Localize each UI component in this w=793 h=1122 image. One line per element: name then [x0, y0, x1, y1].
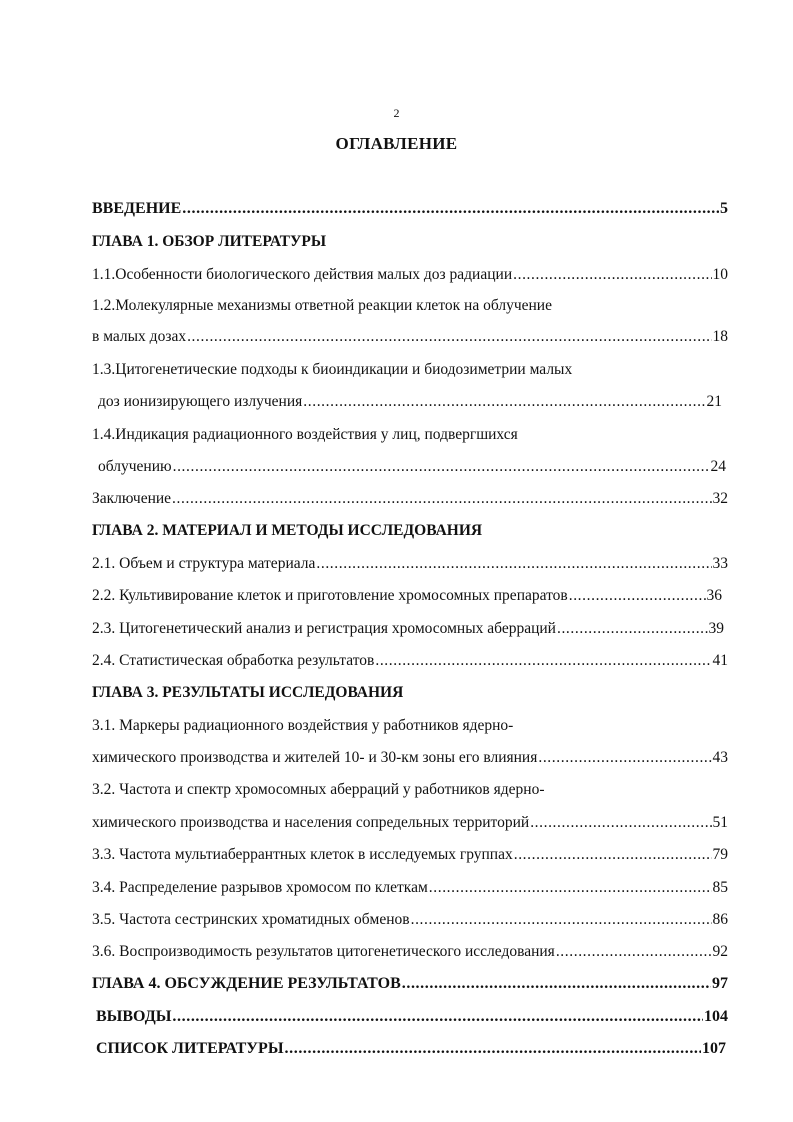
toc-entry-label: 3.6. Воспроизводимость результатов цитогенетического исследования: [92, 943, 555, 960]
dot-leader: [375, 648, 711, 674]
toc-entry-number: 1.2.: [92, 297, 116, 314]
toc-chapter-3-heading[interactable]: ГЛАВА 3. РЕЗУЛЬТАТЫ ИССЛЕДОВАНИЯ: [92, 684, 404, 701]
toc-entry-label: ГЛАВА 4. ОБСУЖДЕНИЕ РЕЗУЛЬТАТОВ: [92, 975, 401, 992]
dot-leader: [530, 810, 711, 836]
toc-entry-1-3-cont[interactable]: [98, 389, 722, 415]
toc-entry-1-2[interactable]: [92, 293, 552, 319]
toc-entry-conclusion[interactable]: [92, 486, 728, 512]
dot-leader: [182, 196, 719, 222]
toc-entry-page: 39: [708, 620, 724, 637]
toc-entry-page: 18: [712, 328, 728, 345]
dot-leader: [187, 324, 711, 350]
dot-leader: [303, 389, 705, 415]
toc-entry-page: 33: [712, 555, 728, 572]
toc-entry-page: 43: [712, 749, 728, 766]
toc-entry-label: Индикация радиационного воздействия у лиц, подвергшихся: [115, 426, 518, 443]
dot-leader: [402, 971, 711, 997]
toc-entry-label: химического производства и населения сопредельных территорий: [92, 814, 530, 831]
toc-entry-3-4[interactable]: [92, 875, 728, 901]
toc-entry-label: доз ионизирующего излучения: [98, 393, 303, 410]
dot-leader: [569, 583, 706, 609]
dot-leader: [316, 551, 711, 577]
dot-leader: [411, 907, 712, 933]
toc-entry-2-2[interactable]: [92, 583, 722, 609]
dot-leader: [172, 486, 711, 512]
toc-entry-label: 2.1. Объем и структура материала: [92, 555, 316, 572]
toc-entry-label: 2.2. Культивирование клеток и приготовление хромосомных препаратов: [92, 587, 568, 604]
toc-entry-2-3[interactable]: [92, 616, 724, 642]
toc-entry-1-3[interactable]: [92, 357, 572, 383]
toc-chapter-2-heading[interactable]: ГЛАВА 2. МАТЕРИАЛ И МЕТОДЫ ИССЛЕДОВАНИЯ: [92, 522, 483, 539]
page-title: ОГЛАВЛЕНИЕ: [335, 134, 458, 153]
toc-entry-3-3[interactable]: [92, 842, 728, 868]
page-number: 2: [393, 106, 400, 120]
toc-entry-label: ВЫВОДЫ: [96, 1008, 172, 1025]
toc-entry-page: 21: [706, 393, 722, 410]
toc-entry-number: 1.4.: [92, 426, 116, 443]
toc-entry-3-1-cont[interactable]: [92, 745, 728, 771]
toc-entry-label: 2.3. Цитогенетический анализ и регистрация хромосомных аберраций: [92, 620, 556, 637]
toc-entry-3-6[interactable]: [92, 939, 728, 965]
toc-entry-page: 85: [712, 879, 728, 896]
toc-entry-label: Заключение: [92, 490, 172, 507]
toc-entry-label: химического производства и жителей 10- и 30-км зоны его влияния: [92, 749, 538, 766]
toc-entry-label: 3.5. Частота сестринских хроматидных обменов: [92, 911, 410, 928]
toc-entry-page: 36: [706, 587, 722, 604]
toc-entry-page: 5: [720, 200, 728, 217]
toc-entry-3-2-cont[interactable]: [92, 810, 728, 836]
toc-entry-page: 107: [702, 1040, 726, 1057]
toc-entry-page: 41: [712, 652, 728, 669]
toc-entry-1-4[interactable]: [92, 422, 518, 448]
toc-entry-page: 51: [712, 814, 728, 831]
toc-chapter-4-heading[interactable]: [92, 971, 728, 997]
toc-entry-label: Молекулярные механизмы ответной реакции клеток на облучение: [115, 297, 552, 314]
dot-leader: [173, 454, 710, 480]
dot-leader: [538, 745, 711, 771]
toc-entry-number: 1.1.: [92, 266, 116, 283]
toc-entry-conclusions[interactable]: [96, 1004, 728, 1030]
toc-entry-page: 24: [710, 458, 726, 475]
toc-entry-references[interactable]: [96, 1036, 726, 1062]
toc-entry-label: в малых дозах: [92, 328, 187, 345]
dot-leader: [514, 842, 712, 868]
toc-entry-page: 97: [712, 975, 728, 992]
toc-entry-2-1[interactable]: [92, 551, 728, 577]
dot-leader: [429, 875, 712, 901]
toc-entry-3-1[interactable]: 3.1. Маркеры радиационного воздействия у работников ядерно-: [92, 717, 514, 734]
toc-entry-label: СПИСОК ЛИТЕРАТУРЫ: [96, 1040, 284, 1057]
toc-entry-label: Цитогенетические подходы к биоиндикации и биодозиметрии малых: [115, 361, 573, 378]
toc-entry-3-2[interactable]: 3.2. Частота и спектр хромосомных аберраций у работников ядерно-: [92, 781, 545, 798]
toc-entry-introduction[interactable]: [92, 196, 728, 222]
dot-leader: [513, 262, 711, 288]
toc-entry-1-2-cont[interactable]: [92, 324, 728, 350]
toc-entry-1-4-cont[interactable]: [98, 454, 726, 480]
toc-entry-page: 79: [712, 846, 728, 863]
toc-entry-number: 1.3.: [92, 361, 116, 378]
dot-leader: [285, 1036, 701, 1062]
toc-entry-label: облучению: [98, 458, 172, 475]
toc-entry-page: 92: [712, 943, 728, 960]
toc-entry-page: 10: [712, 266, 728, 283]
dot-leader: [172, 1004, 703, 1030]
toc-entry-2-4[interactable]: [92, 648, 728, 674]
toc-entry-3-5[interactable]: [92, 907, 728, 933]
toc-chapter-1-heading[interactable]: ГЛАВА 1. ОБЗОР ЛИТЕРАТУРЫ: [92, 233, 327, 250]
toc-entry-label: 3.3. Частота мультиаберрантных клеток в исследуемых группах: [92, 846, 513, 863]
toc-entry-label: 2.4. Статистическая обработка результатов: [92, 652, 375, 669]
toc-entry-page: 104: [704, 1008, 728, 1025]
dot-leader: [556, 939, 712, 965]
toc-entry-label: Особенности биологического действия малых доз радиации: [115, 266, 513, 283]
toc-entry-page: 32: [712, 490, 728, 507]
dot-leader: [557, 616, 708, 642]
toc-entry-1-1[interactable]: [92, 262, 728, 288]
toc-entry-label: 3.4. Распределение разрывов хромосом по клеткам: [92, 879, 428, 896]
toc-entry-label: ВВЕДЕНИЕ: [92, 200, 182, 217]
toc-entry-page: 86: [712, 911, 728, 928]
